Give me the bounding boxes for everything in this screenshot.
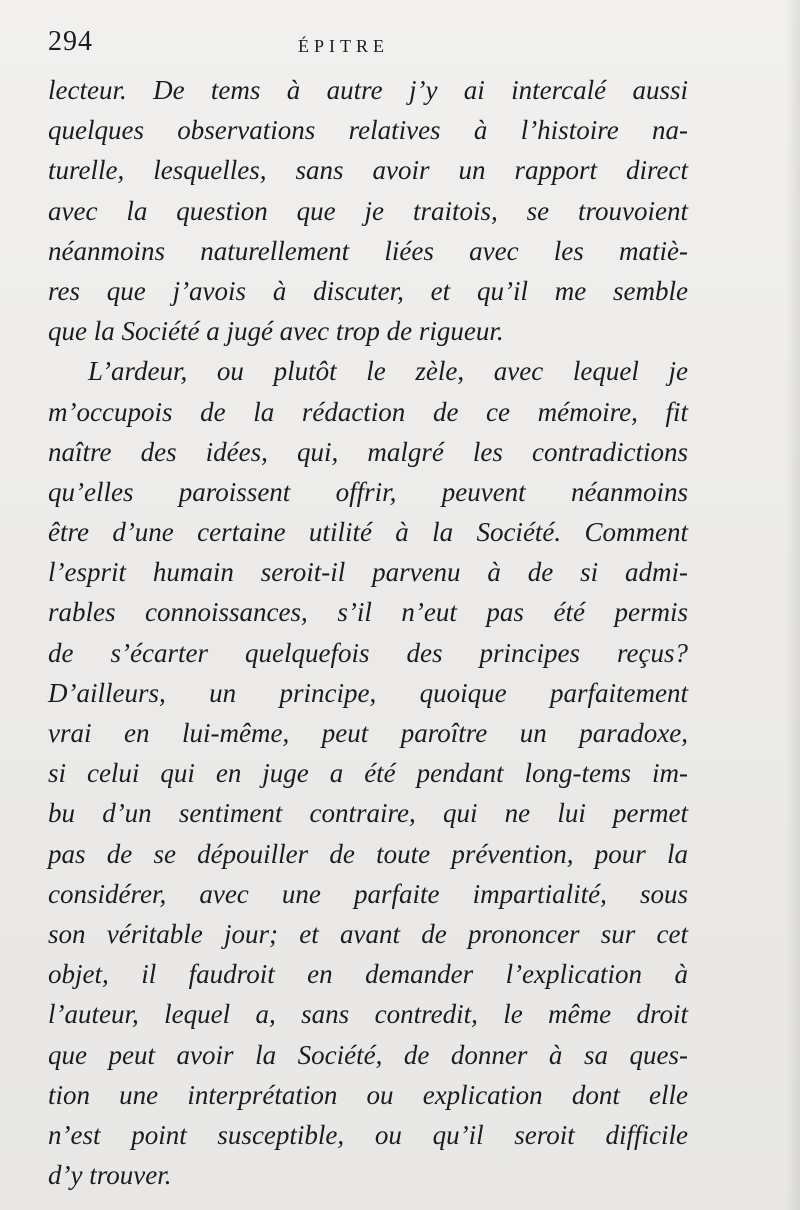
text-line: d’y trouver. bbox=[48, 1160, 172, 1191]
text-line: rables connoissances, s’il n’eut pas été permis bbox=[48, 597, 688, 628]
text-line: son véritable jour; et avant de prononcer sur cet bbox=[48, 918, 688, 949]
text-line: tion une interprétation ou explication dont elle bbox=[48, 1079, 688, 1110]
text-line: avec la question que je traitois, se trouvoient bbox=[48, 195, 688, 226]
text-line: m’occupois de la rédaction de ce mémoire, fit bbox=[48, 396, 688, 427]
text-line: vrai en lui-même, peut paroître un paradoxe, bbox=[48, 718, 688, 748]
text-line: L’ardeur, ou plutôt le zèle, avec lequel je bbox=[88, 356, 688, 387]
text-line: res que j’avois à discuter, et qu’il me semble bbox=[48, 275, 688, 306]
text-line: naître des idées, qui, malgré les contradictions bbox=[48, 436, 688, 467]
running-head: ÉPITRE bbox=[298, 36, 389, 56]
paragraph bbox=[48, 70, 688, 351]
page-number: 294 bbox=[48, 26, 93, 57]
text-line: que la Société a jugé avec trop de rigueur. bbox=[48, 316, 504, 347]
text-line: n’est point susceptible, ou qu’il seroit difficile bbox=[48, 1119, 688, 1150]
text-line: si celui qui en juge a été pendant long-tems im- bbox=[48, 758, 688, 789]
text-line: bu d’un sentiment contraire, qui ne lui permet bbox=[48, 798, 688, 829]
text-line: de s’écarter quelquefois des principes reçus? bbox=[48, 637, 688, 668]
text-line: D’ailleurs, un principe, quoique parfaitement bbox=[48, 677, 688, 708]
text-line: néanmoins naturellement liées avec les matiè- bbox=[48, 235, 688, 266]
text-line: pas de se dépouiller de toute prévention, pour la bbox=[48, 838, 688, 869]
text-line: considérer, avec une parfaite impartialité, sous bbox=[48, 878, 688, 909]
text-line: l’esprit humain seroit-il parvenu à de si admi- bbox=[48, 557, 688, 588]
body-text bbox=[48, 70, 688, 1195]
text-line: quelques observations relatives à l’histoire na- bbox=[48, 115, 688, 146]
text-line: être d’une certaine utilité à la Société. Comment bbox=[48, 517, 688, 548]
page-edge-shadow bbox=[786, 0, 800, 1210]
text-line: que peut avoir la Société, de donner à sa ques- bbox=[48, 1039, 688, 1070]
text-line: l’auteur, lequel a, sans contredit, le même droit bbox=[48, 999, 688, 1030]
text-line: qu’elles paroissent offrir, peuvent néanmoins bbox=[48, 476, 688, 507]
text-line: objet, il faudroit en demander l’explication à bbox=[48, 959, 688, 990]
text-line: lecteur. De tems à autre j’y ai intercalé aussi bbox=[48, 75, 688, 105]
page-header bbox=[48, 26, 768, 66]
text-line: turelle, lesquelles, sans avoir un rapport direct bbox=[48, 155, 688, 186]
paragraph bbox=[48, 351, 688, 1195]
